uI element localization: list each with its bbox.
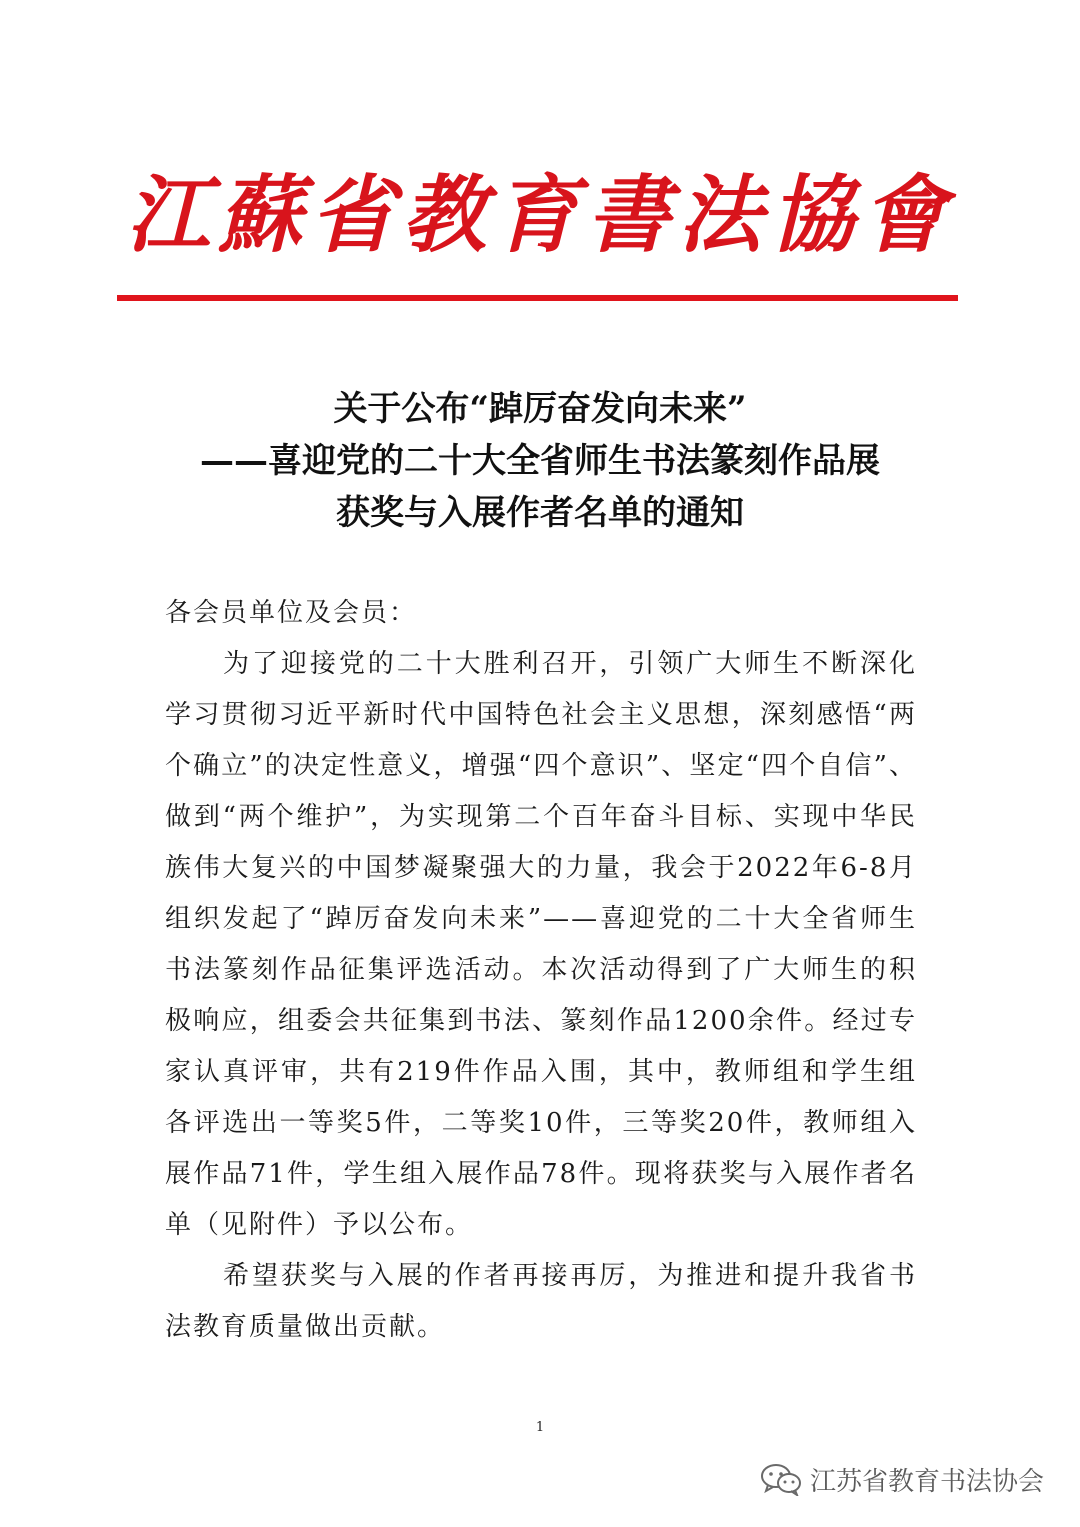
body-paragraph-2: 希望获奖与入展的作者再接再厉，为推进和提升我省书法教育质量做出贡献。 (165, 1261, 917, 1342)
title-line-3: 获奖与入展作者名单的通知 (336, 493, 744, 533)
title-line-1: 关于公布“踔厉奋发向未来” (333, 389, 747, 429)
body-paragraph-1: 为了迎接党的二十大胜利召开，引领广大师生不断深化学习贯彻习近平新时代中国特色社会主义思想，深刻感悟“两个确立”的决定性意义，增强“四个意识”、坚定“四个自信”、做到“两个维护”，为实现第二个百年奋斗目标、实现中华民族伟大复兴的中国梦凝聚强大的力量，我会于2022年6-8月组织发起了“踔厉奋发向未来”——喜迎党的二十大全省师生书法篆刻作品征集评选活动。本次活动得到了广大师生的积极响应，组委会共征集到书法、篆刻作品1200余件。经过专家认真评审，共有219件作品入围，其中，教师组和学生组各评选出一等奖5件，二等奖10件，三等奖20件，教师组入展作品71件，学生组入展作品78件。现将获奖与入展作者名单（见附件）予以公布。 (165, 649, 917, 1240)
page-number: 1 (535, 1420, 545, 1435)
watermark-text: 江苏省教育书法协会 (809, 1466, 1044, 1497)
salutation: 各会员单位及会员： (165, 598, 418, 628)
org-masthead: 江蘇省教育書法協會 (125, 165, 954, 264)
wechat-watermark (760, 1455, 1044, 1503)
document-body (165, 588, 917, 1353)
red-divider (117, 295, 958, 301)
wechat-icon (760, 1462, 802, 1496)
document-title (60, 383, 1020, 539)
title-line-2: ——喜迎党的二十大全省师生书法篆刻作品展 (200, 441, 880, 481)
